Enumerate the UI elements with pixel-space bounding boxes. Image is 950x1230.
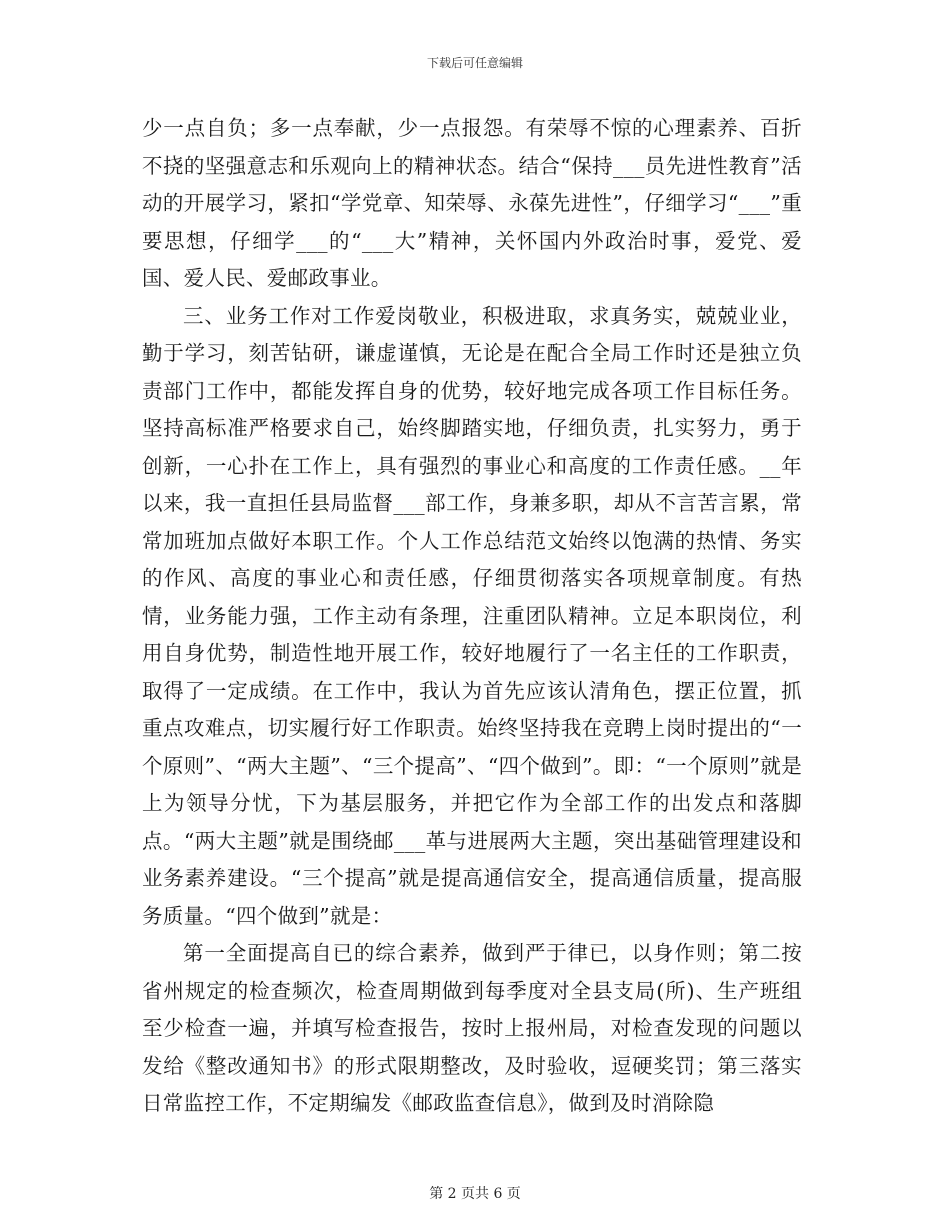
page-footer: 第 2 页共 6 页 xyxy=(429,1186,521,1202)
paragraph-2: 三、业务工作对工作爱岗敬业，积极进取，求真务实，兢兢业业，勤于学习，刻苦钻研，谦虚谨慎，无论是在配合全局工作时还是独立负责部门工作中，都能发挥自身的优势，较好地完成各项工作目标任务。坚持高标准严格要求自己，始终脚踏实地，仔细负责，扎实努力，勇于创新，一心扑在工作上，具有强烈的事业心和高度的工作责任感。__年以来，我一直担任县局监督___部工作，身兼多职，却从不言苦言累，常常加班加点做好本职工作。个人工作总结范文始终以饱满的热情、务实的作风、高度的事业心和责任感，仔细贯彻落实各项规章制度。有热情，业务能力强，工作主动有条理，注重团队精神。立足本职岗位，利用自身优势，制造性地开展工作，较好地履行了一名主任的工作职责，取得了一定成绩。在工作中，我认为首先应该认清角色，摆正位置，抓重点攻难点，切实履行好工作职责。始终坚持我在竞聘上岗时提出的“一个原则”、“两大主题”、“三个提高”、“四个做到”。即：“一个原则”就是上为领导分忧，下为基层服务，并把它作为全部工作的出发点和落脚点。“两大主题”就是围绕邮___革与进展两大主题，突出基础管理建设和业务素养建设。“三个提高”就是提高通信安全，提高通信质量，提高服务质量。“四个做到”就是： xyxy=(142,303,802,928)
page-header: 下载后可任意编辑 xyxy=(426,56,523,70)
paragraph-3: 第一全面提高自已的综合素养，做到严于律已，以身作则；第二按省州规定的检查频次，检查周期做到每季度对全县支局(所)、生产班组至少检查一遍，并填写检查报告，按时上报州局，对检查发现的问题以发给《整改通知书》的形式限期整改，及时验收，逗硬奖罚；第三落实日常监控工作，不定期编发《邮政监查信息》，做到及时消除隐 xyxy=(142,941,802,1115)
document-body xyxy=(142,110,802,1123)
paragraph-1: 少一点自负；多一点奉献，少一点报怨。有荣辱不惊的心理素养、百折不挠的坚强意志和乐观向上的精神状态。结合“保持___员先进性教育”活动的开展学习，紧扣“学党章、知荣辱、永葆先进性”，仔细学习“___”重要思想，仔细学___的“___大”精神，关怀国内外政治时事，爱党、爱国、爱人民、爱邮政事业。 xyxy=(142,116,802,290)
